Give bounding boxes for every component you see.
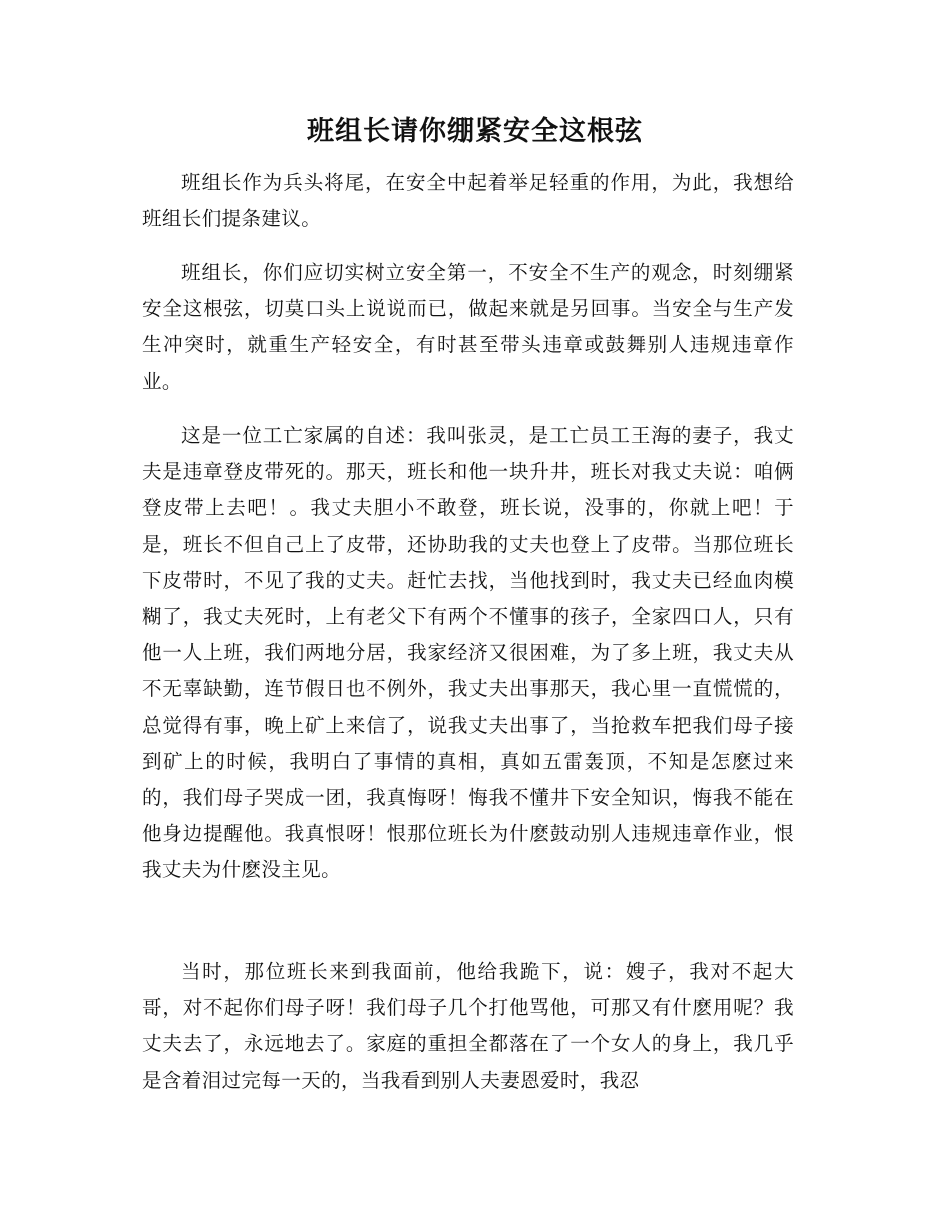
- paragraph-2: 班组长，你们应切实树立安全第一，不安全不生产的观念，时刻绷紧安全这根弦，切莫口头上说说而已，做起来就是另回事。当安全与生产发生冲突时，就重生产轻安全，有时甚至带头违章或鼓舞别人违规违章作业。: [142, 261, 794, 393]
- paragraph-1: 班组长作为兵头将尾，在安全中起着举足轻重的作用，为此，我想给班组长们提条建议。: [142, 171, 794, 231]
- document-title: 班组长请你绷紧安全这根弦: [307, 116, 643, 147]
- paragraph-3: 这是一位工亡家属的自述：我叫张灵，是工亡员工王海的妻子，我丈夫是违章登皮带死的。那天，班长和他一块升井，班长对我丈夫说：咱俩登皮带上去吧！。我丈夫胆小不敢登，班长说，没事的，你就上吧！于是，班长不但自己上了皮带，还协助我的丈夫也登上了皮带。当那位班长下皮带时，不见了我的丈夫。赶忙去找，当他找到时，我丈夫已经血肉模糊了，我丈夫死时，上有老父下有两个不懂事的孩子，全家四口人，只有他一人上班，我们两地分居，我家经济又很困难，为了多上班，我丈夫从不无辜缺勤，连节假日也不例外，我丈夫出事那天，我心里一直慌慌的，总觉得有事，晚上矿上来信了，说我丈夫出事了，当抢救车把我们母子接到矿上的时候，我明白了事情的真相，真如五雷轰顶，不知是怎麽过来的，我们母子哭成一团，我真悔呀！悔我不懂井下安全知识，悔我不能在他身边提醒他。我真恨呀！恨那位班长为什麽鼓动别人违规违章作业，恨我丈夫为什麽没主见。: [142, 424, 794, 882]
- paragraph-4: 当时，那位班长来到我面前，他给我跪下，说：嫂子，我对不起大哥，对不起你们母子呀！我们母子几个打他骂他，可那又有什麽用呢？我丈夫去了，永远地去了。家庭的重担全都落在了一个女人的身上，我几乎是含着泪过完每一天的，当我看到别人夫妻恩爱时，我忍: [142, 960, 794, 1092]
